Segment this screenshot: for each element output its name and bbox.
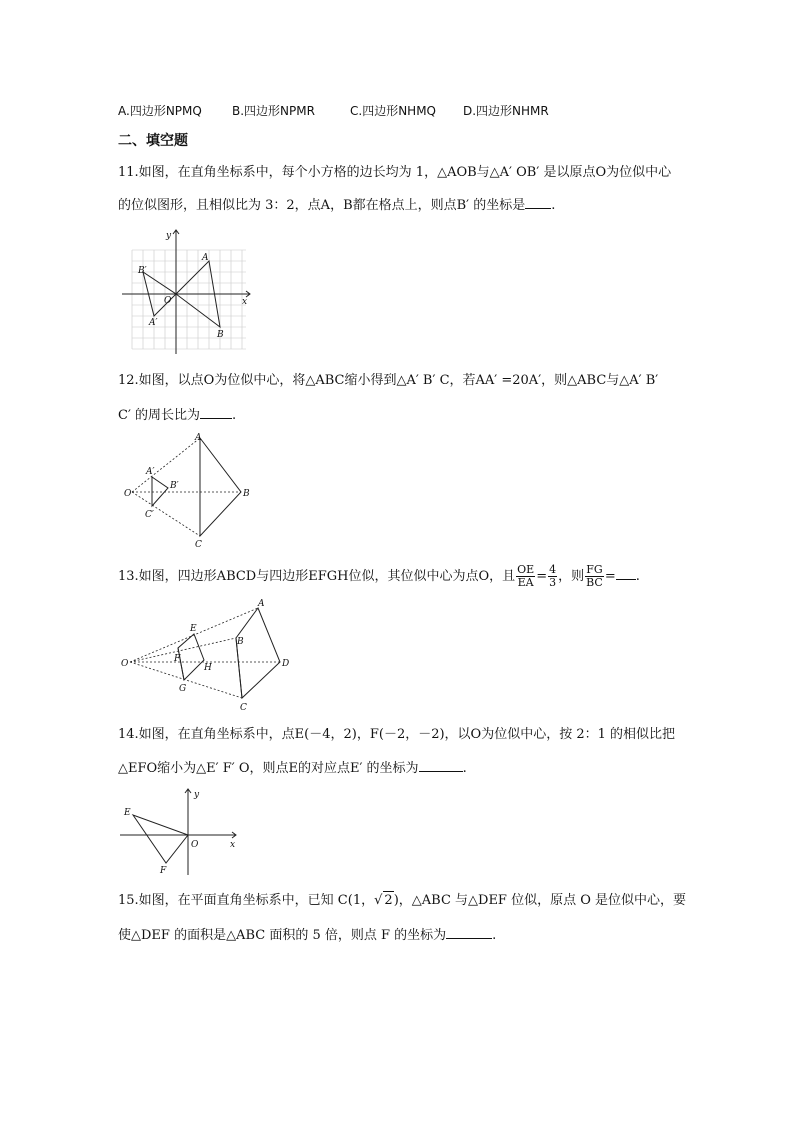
q13-segment-bc	[236, 638, 242, 698]
q13-quad-efgh	[178, 634, 204, 680]
q15-line2-text: 使△DEF 的面积是△ABC 面积的 5 倍，则点 F 的坐标为	[118, 928, 447, 943]
q12-line2-text: C′ 的周长比为	[118, 408, 201, 423]
q14-label-x: x	[230, 840, 236, 850]
section-title: 二、填空题	[118, 133, 188, 149]
q11-label-b: B	[217, 330, 224, 340]
q15-radical-sign: √	[374, 893, 383, 908]
q13-label-e: E	[190, 624, 197, 634]
q12-label-a: A	[195, 433, 202, 443]
q13-label-b: B	[237, 637, 244, 647]
option-b: B.四边形NPMR	[232, 104, 315, 118]
q13-frac1-num: OE	[517, 563, 535, 576]
q12-figure	[118, 430, 268, 552]
q14-line1: 14.如图，在直角坐标系中，点E(－4，2)，F(－2，－2)，以O为位似中心，按 2：1 的相似比把	[118, 727, 676, 742]
q13-frac3-den: BC	[586, 576, 603, 589]
q13-equals-2: =	[604, 569, 616, 584]
option-c: C.四边形NHMQ	[350, 104, 436, 118]
q11-label-a-prime: A′	[149, 318, 158, 328]
q14-label-o: O	[191, 840, 199, 850]
q11-figure	[118, 228, 258, 358]
q13-label-d: D	[282, 659, 290, 669]
q13-frac2-num: 4	[549, 563, 557, 576]
q14-triangle-efo	[133, 815, 188, 863]
q12-label-b-prime: B′	[170, 481, 179, 491]
q14-line2	[118, 758, 467, 778]
q13-frac1-den: EA	[517, 576, 534, 589]
q13-text-pre: 13.如图，四边形ABCD与四边形EFGH位似，其位似中心为点O，且	[118, 569, 516, 584]
q14-label-y: y	[194, 790, 200, 800]
q13-frac3-num: FG	[586, 563, 603, 576]
q11-line2-text: 的位似图形，且相似比为 3：2，点A，B都在格点上，则点B′ 的坐标是	[118, 198, 526, 213]
q13-text-mid: ，则	[558, 569, 585, 584]
q15-text-post: )，△ABC 与△DEF 位似，原点 O 是位似中心，要	[393, 893, 687, 908]
q11-line1: 11.如图，在直角坐标系中，每个小方格的边长均为 1，△AOB与△A′ OB′ 是以原点O为位似中心	[118, 165, 672, 180]
q15-text-pre: 15.如图，在平面直角坐标系中，已知 C(1，	[118, 893, 375, 908]
q15-answer-blank[interactable]	[446, 925, 492, 939]
q12-rays	[132, 438, 241, 536]
q12-label-o: O	[124, 489, 132, 499]
q12-line1: 12.如图，以点O为位似中心，将△ABC缩小得到△A′ B′ C，若AA′ =20A′，则△ABC与△A′ B′	[118, 373, 659, 388]
q15-end: .	[492, 928, 497, 943]
q13-figure	[118, 598, 293, 716]
q13-label-h: H	[204, 663, 212, 673]
q13-answer-blank[interactable]	[616, 566, 636, 580]
q14-answer-blank[interactable]	[419, 758, 463, 772]
q12-triangle-abc	[200, 438, 241, 536]
option-a: A.四边形NPMQ	[118, 104, 202, 118]
q15-line2	[118, 925, 496, 945]
q12-label-b: B	[243, 489, 250, 499]
q13-fraction-4-3	[548, 564, 557, 589]
q15-sqrt-value: 2	[384, 893, 393, 908]
q13-label-o: O	[121, 659, 129, 669]
q13-line	[118, 564, 640, 589]
q13-label-c: C	[240, 703, 247, 713]
q11-line2	[118, 195, 555, 215]
q11-grid	[132, 250, 246, 349]
q12-label-c-prime: C′	[145, 510, 154, 520]
option-d: D.四边形NHMR	[463, 104, 549, 118]
q12-line2	[118, 405, 236, 425]
q13-label-f: F	[174, 654, 181, 664]
q11-label-b-prime: B′	[138, 266, 147, 276]
q14-label-f: F	[160, 866, 167, 876]
q12-label-c: C	[195, 540, 202, 550]
q12-end: .	[232, 408, 237, 423]
q11-answer-blank[interactable]	[525, 195, 551, 209]
q14-label-e: E	[124, 808, 131, 818]
q13-quad-abcd	[236, 608, 280, 698]
q15-sqrt	[374, 893, 394, 908]
q13-rays	[130, 608, 280, 698]
q13-frac2-den: 3	[549, 576, 557, 589]
q11-label-y: y	[166, 231, 172, 241]
q13-equals: =	[536, 569, 548, 584]
q11-end: .	[551, 198, 556, 213]
q13-label-g: G	[179, 684, 187, 694]
q14-end: .	[462, 761, 467, 776]
q11-label-x: x	[242, 297, 248, 307]
q14-figure	[118, 785, 243, 877]
q12-triangle-a2b2c2	[152, 477, 168, 506]
q11-label-a: A	[202, 253, 209, 263]
q14-line2-text: △EFO缩小为△E′ F′ O，则点E的对应点E′ 的坐标为	[118, 761, 419, 776]
q12-answer-blank[interactable]	[200, 405, 232, 419]
q13-segment-fg	[178, 648, 184, 680]
q13-fraction-oe-ea	[516, 564, 535, 589]
q13-label-a: A	[258, 599, 265, 609]
q13-fraction-fg-bc	[585, 564, 604, 589]
q12-label-a-prime: A′	[146, 467, 155, 477]
q11-label-o: O	[164, 296, 172, 306]
q13-end: .	[635, 569, 640, 584]
q15-line1	[118, 891, 686, 910]
